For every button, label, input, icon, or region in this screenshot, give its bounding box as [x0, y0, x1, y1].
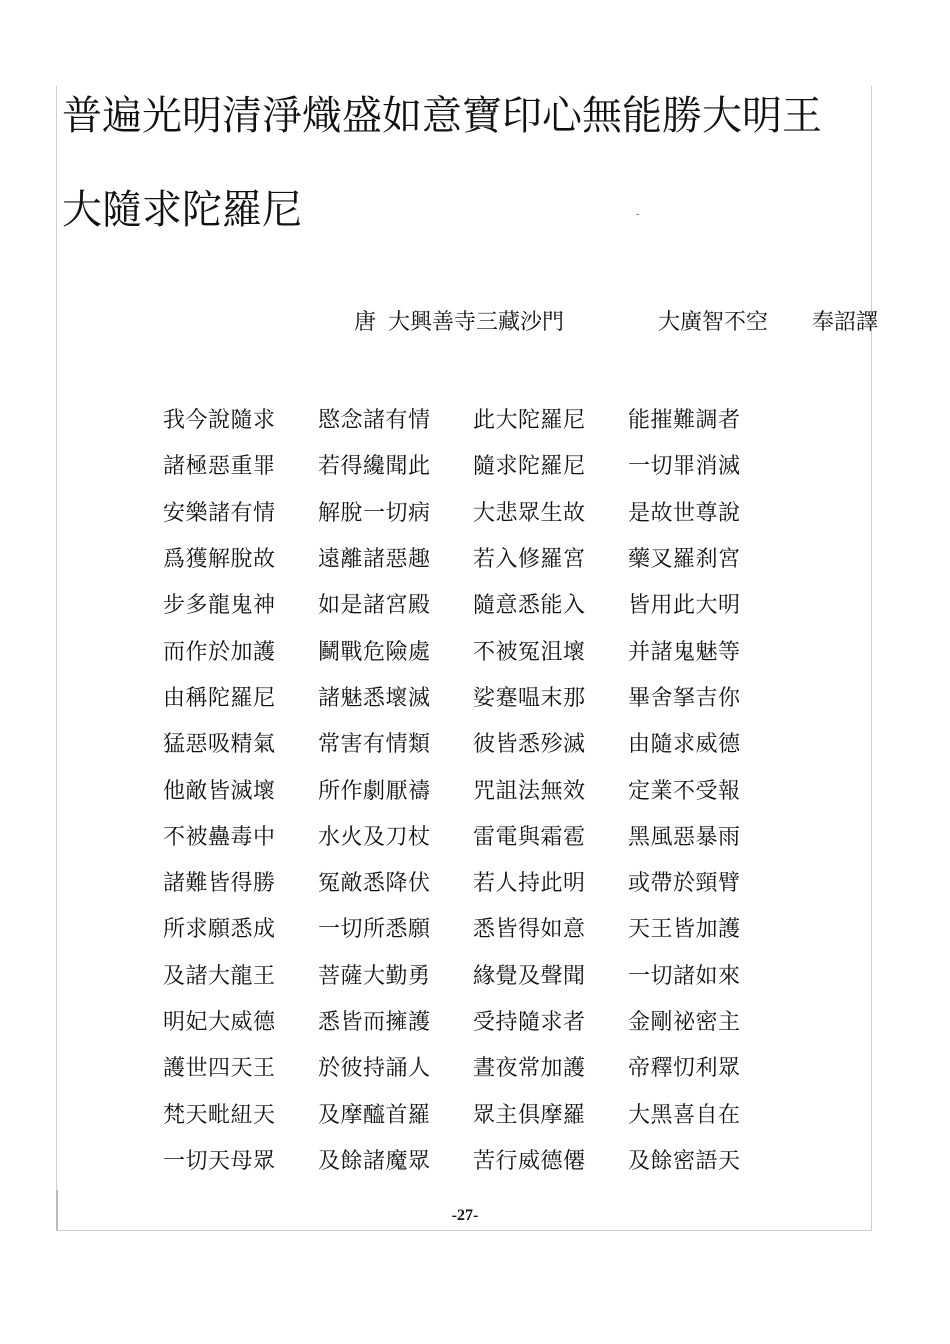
translator-era: 唐 — [354, 310, 377, 335]
verse-line: 遠離諸惡趣 — [318, 547, 431, 573]
verse-row — [163, 815, 783, 861]
verse-row — [163, 444, 783, 490]
verse-line: 悉皆得如意 — [473, 917, 586, 943]
translator-temple: 大興善寺三藏沙門 — [388, 310, 565, 335]
verse-line: 娑蹇嗢末那 — [473, 685, 586, 711]
verse-line: 猛惡吸精氣 — [163, 732, 276, 758]
verse-line: 及餘密語天 — [628, 1148, 741, 1174]
verse-line: 於彼持誦人 — [318, 1056, 431, 1082]
verse-line: 天王皆加護 — [628, 917, 741, 943]
verse-row — [163, 768, 783, 814]
translator-credit — [354, 308, 878, 338]
verse-line: 定業不受報 — [628, 778, 741, 804]
translator-name: 大廣智不空 — [658, 310, 769, 335]
verse-line: 苦行威德僊 — [473, 1148, 586, 1174]
verse-row — [163, 1139, 783, 1185]
verse-line: 我今說隨求 — [163, 408, 276, 434]
verse-line: 諸極惡重罪 — [163, 454, 276, 480]
verse-line: 步多龍鬼神 — [163, 593, 276, 619]
verse-line: 鬭戰危險處 — [318, 639, 431, 665]
verse-line: 梵天毗紐天 — [163, 1102, 276, 1128]
verse-line: 緣覺及聲聞 — [473, 963, 586, 989]
verse-line: 解脫一切病 — [318, 500, 431, 526]
verse-line: 及餘諸魔眾 — [318, 1148, 431, 1174]
verse-line: 愍念諸有情 — [318, 408, 431, 434]
verse-line: 藥叉羅刹宮 — [628, 547, 741, 573]
verse-line: 大悲眾生故 — [473, 500, 586, 526]
verse-line: 如是諸宮殿 — [318, 593, 431, 619]
verse-line: 畢舍拏吉你 — [628, 685, 741, 711]
verse-row — [163, 398, 783, 444]
verse-row — [163, 583, 783, 629]
verse-line: 是故世尊說 — [628, 500, 741, 526]
verse-line: 彼皆悉殄滅 — [473, 732, 586, 758]
verse-line: 一切諸如來 — [628, 963, 741, 989]
verse-line: 護世四天王 — [163, 1056, 276, 1082]
verse-line: 及諸大龍王 — [163, 963, 276, 989]
verse-line: 或帶於頸臂 — [628, 871, 741, 897]
verse-line: 諸魅悉壞滅 — [318, 685, 431, 711]
verse-row — [163, 1046, 783, 1092]
verse-line: 冤敵悉降伏 — [318, 871, 431, 897]
verse-line: 大黑喜自在 — [628, 1102, 741, 1128]
verse-line: 能摧難調者 — [628, 408, 741, 434]
verse-line: 一切罪消滅 — [628, 454, 741, 480]
verse-line: 由稱陀羅尼 — [163, 685, 276, 711]
verse-line: 眾主俱摩羅 — [473, 1102, 586, 1128]
verse-row — [163, 954, 783, 1000]
sutra-title-line-1: 普遍光明清淨熾盛如意寶印心無能勝大明王 — [62, 93, 822, 139]
verse-line: 此大陀羅尼 — [473, 408, 586, 434]
verse-row — [163, 1092, 783, 1138]
verse-row — [163, 629, 783, 675]
verse-line: 并諸鬼魅等 — [628, 639, 741, 665]
verse-line: 爲獲解脫故 — [163, 547, 276, 573]
verse-line: 一切所悉願 — [318, 917, 431, 943]
verse-line: 明妃大威德 — [163, 1010, 276, 1035]
verse-line: 帝釋忉利眾 — [628, 1056, 741, 1082]
verse-line: 所作劇厭禱 — [318, 778, 431, 804]
verse-line: 及摩醯首羅 — [318, 1102, 431, 1128]
verse-line: 悉皆而擁護 — [318, 1010, 431, 1035]
verse-line: 雷電與霜雹 — [473, 824, 586, 850]
verse-row — [163, 1000, 783, 1046]
verse-line: 而作於加護 — [163, 639, 276, 665]
verse-line: 若人持此明 — [473, 871, 586, 897]
verse-line: 黑風惡暴雨 — [628, 824, 741, 850]
verse-line: 水火及刀杖 — [318, 824, 431, 850]
scan-speck — [636, 214, 639, 215]
translator-action: 奉詔譯 — [812, 310, 879, 335]
verse-line: 由隨求威德 — [628, 732, 741, 758]
verse-line: 他敵皆滅壞 — [163, 778, 276, 804]
verse-row — [163, 491, 783, 537]
verse-line: 菩薩大勤勇 — [318, 963, 431, 989]
verse-line: 不被蠱毒中 — [163, 824, 276, 850]
verse-line: 隨意悉能入 — [473, 593, 586, 619]
verse-row — [163, 676, 783, 722]
verse-line: 若得纔聞此 — [318, 454, 431, 480]
verse-line: 不被冤沮壞 — [473, 639, 586, 665]
verse-line: 常害有情類 — [318, 732, 431, 758]
page-number: -27- — [451, 1207, 479, 1224]
verse-line: 若入修羅宮 — [473, 547, 586, 573]
verse-line: 晝夜常加護 — [473, 1056, 586, 1082]
scan-speck — [56, 1190, 58, 1230]
verse-grid — [163, 398, 783, 1185]
verse-line: 所求願悉成 — [163, 917, 276, 943]
verse-row — [163, 537, 783, 583]
verse-line: 隨求陀羅尼 — [473, 454, 586, 480]
verse-line: 一切天母眾 — [163, 1148, 276, 1174]
verse-line: 金剛祕密主 — [628, 1010, 741, 1035]
verse-line: 受持隨求者 — [473, 1010, 586, 1035]
verse-line: 咒詛法無效 — [473, 778, 586, 804]
verse-line: 諸難皆得勝 — [163, 871, 276, 897]
sutra-title-line-2: 大隨求陀羅尼 — [62, 187, 302, 233]
verse-row — [163, 907, 783, 953]
verse-row — [163, 861, 783, 907]
verse-row — [163, 722, 783, 768]
verse-line: 安樂諸有情 — [163, 500, 276, 526]
verse-line: 皆用此大明 — [628, 593, 741, 619]
